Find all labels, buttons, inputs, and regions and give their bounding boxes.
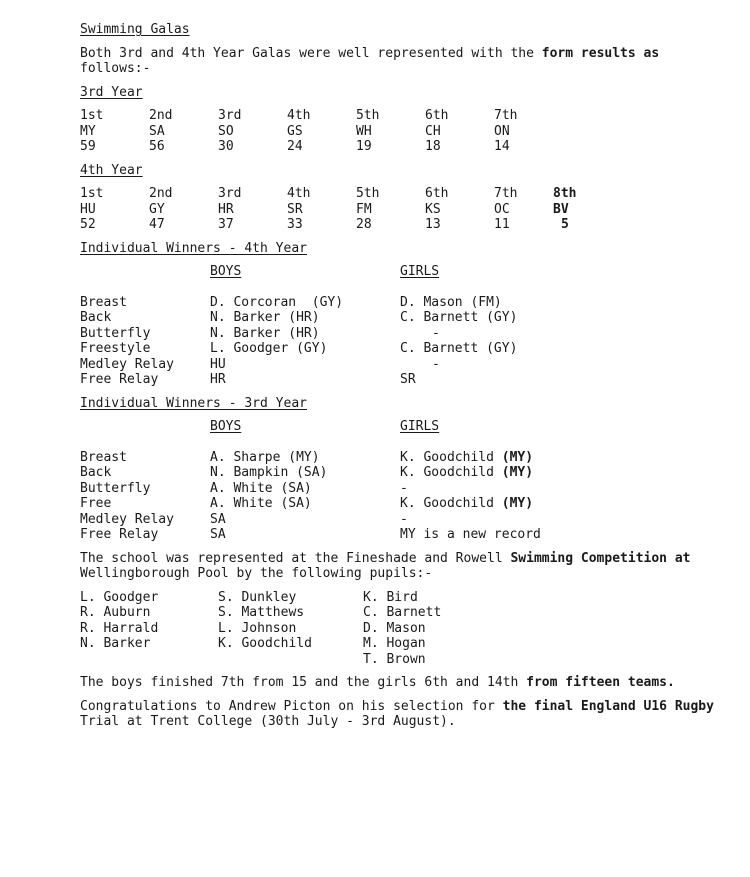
boys-winner: SA <box>210 527 226 542</box>
form-cell: KS <box>425 201 441 217</box>
event-label: Free <box>80 496 112 511</box>
pupil-row <box>80 621 720 637</box>
girls-header: GIRLS <box>400 264 440 279</box>
girls-winner: C. Barnett (GY) <box>400 341 518 356</box>
form-cell: OC <box>494 201 510 217</box>
winner-row <box>80 481 720 497</box>
congrats-text: Congratulations to Andrew Picton on his selection for <box>80 698 503 714</box>
form-cell: HR <box>218 201 234 217</box>
winners4-table <box>80 295 720 388</box>
score-cell: 59 <box>80 139 96 154</box>
place-cell: 6th <box>425 186 449 201</box>
girls-winner: - <box>432 356 440 372</box>
form-cell: SA <box>149 123 165 139</box>
form-cell: SO <box>218 123 234 139</box>
place-cell: 1st <box>80 186 104 201</box>
form-cell: BV <box>553 201 569 217</box>
form-cell: WH <box>356 123 372 139</box>
form-cell: SR <box>287 201 303 217</box>
event-label: Back <box>80 310 112 325</box>
score-cell: 37 <box>218 217 234 232</box>
boys-winner: L. Goodger (GY) <box>210 341 328 356</box>
boys-winner: N. Barker (HR) <box>210 325 320 341</box>
place-cell: 2nd <box>149 186 173 201</box>
score-cell: 13 <box>425 217 441 232</box>
girls-winner-name: K. Goodchild <box>400 449 502 465</box>
boys-winner: A. Sharpe (MY) <box>210 449 320 465</box>
place-cell: 7th <box>494 108 518 123</box>
pupil-name: R. Auburn <box>80 605 151 620</box>
winner-row <box>80 341 720 357</box>
place-cell: 7th <box>494 186 518 201</box>
winners4-column-headers <box>80 264 720 280</box>
page-title: Swimming Galas <box>80 22 190 37</box>
girls-winner-form: (MY) <box>501 449 534 465</box>
pupil-row <box>80 652 720 668</box>
winners3-column-headers <box>80 419 720 435</box>
competition-bold-text: Swimming Competition at <box>510 550 691 566</box>
score-cell: 33 <box>287 217 303 232</box>
boys-header: BOYS <box>210 419 242 434</box>
scores-row <box>80 217 720 233</box>
competition-paragraph <box>80 551 720 567</box>
place-cell: 4th <box>287 108 311 123</box>
boys-header: BOYS <box>210 264 242 279</box>
place-cell: 5th <box>356 108 380 123</box>
place-cell: 3rd <box>218 108 242 123</box>
year4-results-table <box>80 186 720 233</box>
places-row <box>80 108 720 124</box>
pupil-name: S. Dunkley <box>218 589 297 605</box>
event-label: Butterfly <box>80 325 151 341</box>
score-cell: 24 <box>287 139 303 154</box>
place-cell: 4th <box>287 186 311 201</box>
form-cell: HU <box>80 201 96 217</box>
pupil-name: M. Hogan <box>363 636 426 651</box>
boys-winner: A. White (SA) <box>210 480 312 496</box>
girls-winner: SR <box>400 372 416 387</box>
intro-text: Both 3rd and 4th Year Galas were well represented with the <box>80 45 542 61</box>
form-cell: CH <box>425 123 441 139</box>
form-cell: MY <box>80 123 96 139</box>
pupils-list <box>80 590 720 668</box>
result-text: The boys finished 7th from 15 and the girls 6th and 14th <box>80 675 527 690</box>
score-cell: 47 <box>149 217 165 232</box>
girls-winner <box>400 527 541 543</box>
winner-row <box>80 465 720 481</box>
event-label: Back <box>80 465 112 480</box>
winner-row <box>80 527 720 543</box>
event-label: Medley Relay <box>80 356 174 372</box>
score-cell: 30 <box>218 139 234 154</box>
pupil-name: L. Johnson <box>218 620 297 636</box>
year3-results-table <box>80 108 720 155</box>
boys-winner: HU <box>210 356 226 372</box>
girls-winner-name: MY is a new record <box>400 527 541 542</box>
pupil-name: L. Goodger <box>80 589 159 605</box>
girls-winner <box>400 496 533 512</box>
pupil-name: D. Mason <box>363 620 426 636</box>
event-label: Medley Relay <box>80 511 174 527</box>
girls-winner <box>400 450 533 466</box>
pupil-row <box>80 636 720 652</box>
year3-heading: 3rd Year <box>80 84 143 100</box>
girls-winner-form: (MY) <box>501 465 534 480</box>
score-cell: 52 <box>80 217 96 232</box>
score-cell: 14 <box>494 139 510 154</box>
boys-winner: A. White (SA) <box>210 496 312 511</box>
girls-winner-name: K. Goodchild <box>400 496 502 511</box>
congrats-paragraph <box>80 699 720 715</box>
form-cell: ON <box>494 123 510 139</box>
form-cell: GY <box>149 201 165 217</box>
event-label: Butterfly <box>80 480 151 496</box>
winner-row <box>80 450 720 466</box>
pupil-name: R. Harrald <box>80 620 159 636</box>
boys-winner: HR <box>210 372 226 387</box>
intro-bold-text: form results as <box>541 45 660 61</box>
result-bold-text: from fifteen teams. <box>526 675 675 690</box>
winner-row <box>80 310 720 326</box>
winners4-heading: Individual Winners - 4th Year <box>80 240 307 256</box>
competition-line-2: Wellingborough Pool by the following pupils:- <box>80 566 433 581</box>
winner-row <box>80 357 720 373</box>
place-cell: 5th <box>356 186 380 201</box>
document-page <box>80 22 720 730</box>
event-label: Free Relay <box>80 527 159 542</box>
place-cell: 2nd <box>149 108 173 123</box>
intro-line-2: follows:- <box>80 61 151 76</box>
girls-winner-name: - <box>400 480 408 496</box>
boys-winner: D. Corcoran (GY) <box>210 294 344 310</box>
boys-winner: N. Barker (HR) <box>210 310 320 325</box>
competition-text: The school was represented at the Fineshade and Rowell <box>80 550 511 566</box>
pupil-name: T. Brown <box>363 651 426 667</box>
event-label: Breast <box>80 449 127 465</box>
girls-winner: C. Barnett (GY) <box>400 310 518 325</box>
result-paragraph <box>80 675 720 691</box>
score-cell: 18 <box>425 139 441 154</box>
scores-row <box>80 139 720 155</box>
girls-winner-form: (MY) <box>501 496 534 511</box>
score-cell: 56 <box>149 139 165 154</box>
winner-row <box>80 326 720 342</box>
score-cell: 5 <box>561 217 569 232</box>
form-cell: FM <box>356 201 372 217</box>
girls-winner <box>400 465 533 481</box>
intro-paragraph <box>80 46 720 62</box>
place-cell: 3rd <box>218 186 242 201</box>
place-cell: 1st <box>80 108 104 123</box>
pupil-row <box>80 605 720 621</box>
form-cell: GS <box>287 123 303 139</box>
winners3-heading: Individual Winners - 3rd Year <box>80 395 307 411</box>
event-label: Breast <box>80 294 127 310</box>
score-cell: 11 <box>494 217 510 232</box>
boys-winner: SA <box>210 511 226 527</box>
winner-row <box>80 496 720 512</box>
score-cell: 28 <box>356 217 372 232</box>
pupil-name: C. Barnett <box>363 605 442 620</box>
girls-winner: - <box>432 325 440 341</box>
congrats-bold-text: the final England U16 Rugby <box>502 698 714 714</box>
winner-row <box>80 512 720 528</box>
girls-header: GIRLS <box>400 419 440 434</box>
girls-winner <box>400 481 408 497</box>
girls-winner-name: K. Goodchild <box>400 465 502 480</box>
pupil-name: K. Bird <box>363 589 418 605</box>
pupil-name: K. Goodchild <box>218 636 312 651</box>
place-cell: 6th <box>425 108 449 123</box>
congrats-line-2: Trial at Trent College (30th July - 3rd August). <box>80 714 456 729</box>
girls-winner-name: - <box>400 511 408 527</box>
places-row <box>80 186 720 202</box>
winner-row <box>80 295 720 311</box>
event-label: Free Relay <box>80 372 159 387</box>
year4-heading: 4th Year <box>80 162 143 178</box>
winners3-table <box>80 450 720 543</box>
place-cell: 8th <box>553 186 577 201</box>
score-cell: 19 <box>356 139 372 154</box>
forms-row <box>80 202 720 218</box>
pupil-name: S. Matthews <box>218 605 305 620</box>
boys-winner: N. Bampkin (SA) <box>210 465 328 480</box>
pupil-row <box>80 590 720 606</box>
event-label: Freestyle <box>80 341 151 356</box>
forms-row <box>80 124 720 140</box>
pupil-name: N. Barker <box>80 636 151 651</box>
girls-winner <box>400 512 408 528</box>
girls-winner: D. Mason (FM) <box>400 294 502 310</box>
winner-row <box>80 372 720 388</box>
